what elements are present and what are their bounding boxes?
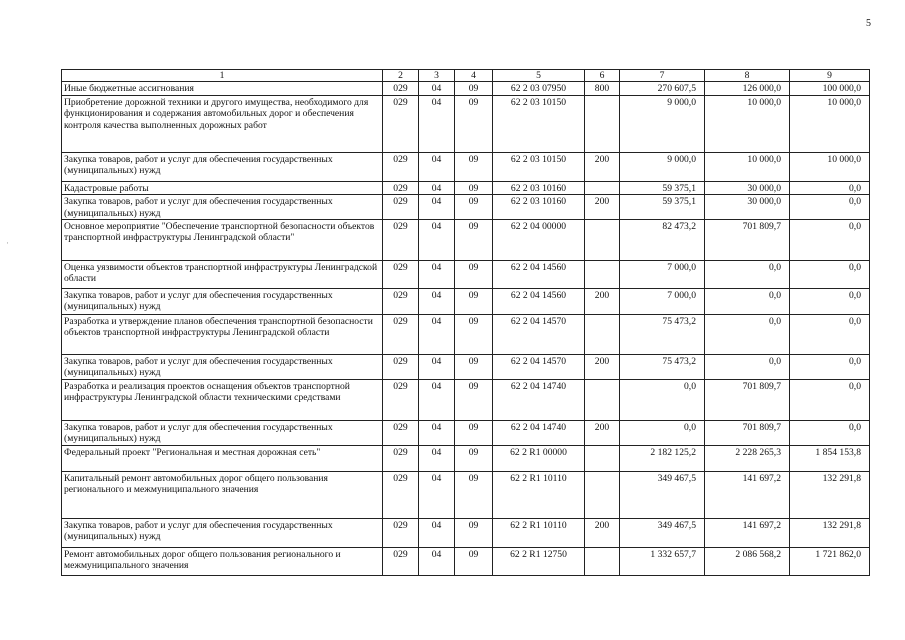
amount-col7: 75 473,2	[620, 315, 705, 355]
code-ministry: 029	[383, 220, 419, 261]
amount-col8: 10 000,0	[705, 95, 790, 152]
code-target: 62 2 03 10150	[493, 95, 585, 152]
header-cell: 2	[383, 70, 419, 82]
amount-col9: 0,0	[790, 220, 870, 261]
header-cell: 4	[455, 70, 493, 82]
code-expense	[585, 445, 620, 471]
code-section: 04	[419, 195, 455, 220]
code-expense	[585, 220, 620, 261]
code-expense: 200	[585, 152, 620, 181]
code-ministry: 029	[383, 547, 419, 575]
code-section: 04	[419, 379, 455, 420]
code-ministry: 029	[383, 82, 419, 95]
code-ministry: 029	[383, 518, 419, 547]
amount-col8: 2 086 568,2	[705, 547, 790, 575]
code-target: 62 2 R1 12750	[493, 547, 585, 575]
amount-col7: 59 375,1	[620, 195, 705, 220]
table-row	[62, 355, 870, 380]
header-cell: 5	[493, 70, 585, 82]
amount-col8: 0,0	[705, 289, 790, 315]
margin-mark: ·	[6, 238, 9, 248]
amount-col8: 701 809,7	[705, 220, 790, 261]
code-expense	[585, 261, 620, 289]
code-section: 04	[419, 518, 455, 547]
code-subsection: 09	[455, 315, 493, 355]
row-name: Закупка товаров, работ и услуг для обеспечения государственных (муниципальных) нужд	[62, 289, 383, 315]
table-row	[62, 181, 870, 194]
header-cell: 3	[419, 70, 455, 82]
table-row	[62, 379, 870, 420]
row-name: Закупка товаров, работ и услуг для обеспечения государственных (муниципальных) нужд	[62, 195, 383, 220]
amount-col7: 349 467,5	[620, 471, 705, 518]
code-section: 04	[419, 82, 455, 95]
row-name: Закупка товаров, работ и услуг для обеспечения государственных (муниципальных) нужд	[62, 420, 383, 445]
amount-col8: 0,0	[705, 315, 790, 355]
code-section: 04	[419, 445, 455, 471]
code-section: 04	[419, 220, 455, 261]
code-subsection: 09	[455, 547, 493, 575]
amount-col7: 9 000,0	[620, 152, 705, 181]
code-section: 04	[419, 547, 455, 575]
row-name: Закупка товаров, работ и услуг для обеспечения государственных (муниципальных) нужд	[62, 518, 383, 547]
code-expense	[585, 471, 620, 518]
amount-col9: 0,0	[790, 315, 870, 355]
amount-col8: 141 697,2	[705, 471, 790, 518]
header-cell: 1	[62, 70, 383, 82]
code-ministry: 029	[383, 315, 419, 355]
amount-col8: 0,0	[705, 355, 790, 380]
table-row	[62, 445, 870, 471]
amount-col9: 132 291,8	[790, 471, 870, 518]
amount-col9: 1 721 862,0	[790, 547, 870, 575]
amount-col8: 10 000,0	[705, 152, 790, 181]
code-subsection: 09	[455, 518, 493, 547]
amount-col7: 349 467,5	[620, 518, 705, 547]
code-subsection: 09	[455, 261, 493, 289]
amount-col7: 82 473,2	[620, 220, 705, 261]
code-section: 04	[419, 471, 455, 518]
amount-col9: 0,0	[790, 195, 870, 220]
amount-col8: 701 809,7	[705, 379, 790, 420]
table-row	[62, 289, 870, 315]
amount-col7: 270 607,5	[620, 82, 705, 95]
code-subsection: 09	[455, 289, 493, 315]
code-expense: 200	[585, 420, 620, 445]
code-section: 04	[419, 289, 455, 315]
amount-col9: 10 000,0	[790, 152, 870, 181]
code-expense	[585, 95, 620, 152]
code-ministry: 029	[383, 289, 419, 315]
code-target: 62 2 03 10150	[493, 152, 585, 181]
amount-col9: 100 000,0	[790, 82, 870, 95]
code-target: 62 2 04 14570	[493, 355, 585, 380]
amount-col7: 7 000,0	[620, 261, 705, 289]
table-row	[62, 95, 870, 152]
amount-col9: 0,0	[790, 379, 870, 420]
code-target: 62 2 04 14740	[493, 379, 585, 420]
budget-table	[61, 69, 870, 576]
header-cell: 9	[790, 70, 870, 82]
table-row	[62, 518, 870, 547]
amount-col9: 0,0	[790, 355, 870, 380]
header-cell: 8	[705, 70, 790, 82]
header-cell: 6	[585, 70, 620, 82]
row-name: Приобретение дорожной техники и другого имущества, необходимого для функционирования и содержания автомобильных дорог и обеспечения контроля качества выполненных дорожных работ	[62, 95, 383, 152]
code-target: 62 2 03 10160	[493, 181, 585, 194]
table-row	[62, 471, 870, 518]
amount-col7: 0,0	[620, 420, 705, 445]
code-section: 04	[419, 152, 455, 181]
row-name: Кадастровые работы	[62, 181, 383, 194]
amount-col9: 0,0	[790, 289, 870, 315]
code-target: 62 2 04 14560	[493, 261, 585, 289]
code-expense: 800	[585, 82, 620, 95]
amount-col7: 7 000,0	[620, 289, 705, 315]
amount-col8: 30 000,0	[705, 181, 790, 194]
row-name: Ремонт автомобильных дорог общего пользования регионального и межмуниципального значения	[62, 547, 383, 575]
code-ministry: 029	[383, 95, 419, 152]
row-name: Разработка и реализация проектов оснащения объектов транспортной инфраструктуры Ленинградской области техническими средствами	[62, 379, 383, 420]
amount-col8: 30 000,0	[705, 195, 790, 220]
code-section: 04	[419, 355, 455, 380]
code-target: 62 2 04 14560	[493, 289, 585, 315]
code-expense	[585, 181, 620, 194]
table-row	[62, 261, 870, 289]
code-section: 04	[419, 315, 455, 355]
code-expense: 200	[585, 518, 620, 547]
amount-col7: 1 332 657,7	[620, 547, 705, 575]
code-ministry: 029	[383, 471, 419, 518]
row-name: Иные бюджетные ассигнования	[62, 82, 383, 95]
amount-col7: 75 473,2	[620, 355, 705, 380]
code-target: 62 2 03 10160	[493, 195, 585, 220]
code-target: 62 2 R1 00000	[493, 445, 585, 471]
code-section: 04	[419, 95, 455, 152]
row-name: Закупка товаров, работ и услуг для обеспечения государственных (муниципальных) нужд	[62, 355, 383, 380]
amount-col9: 0,0	[790, 420, 870, 445]
code-target: 62 2 R1 10110	[493, 518, 585, 547]
code-target: 62 2 04 14570	[493, 315, 585, 355]
table-row	[62, 420, 870, 445]
code-subsection: 09	[455, 471, 493, 518]
row-name: Капитальный ремонт автомобильных дорог общего пользования регионального и межмуниципального значения	[62, 471, 383, 518]
table-row	[62, 220, 870, 261]
amount-col8: 0,0	[705, 261, 790, 289]
code-subsection: 09	[455, 95, 493, 152]
code-subsection: 09	[455, 220, 493, 261]
code-subsection: 09	[455, 379, 493, 420]
amount-col7: 2 182 125,2	[620, 445, 705, 471]
code-target: 62 2 04 14740	[493, 420, 585, 445]
amount-col7: 0,0	[620, 379, 705, 420]
code-ministry: 029	[383, 195, 419, 220]
amount-col9: 1 854 153,8	[790, 445, 870, 471]
row-name: Закупка товаров, работ и услуг для обеспечения государственных (муниципальных) нужд	[62, 152, 383, 181]
code-ministry: 029	[383, 420, 419, 445]
amount-col8: 126 000,0	[705, 82, 790, 95]
amount-col7: 9 000,0	[620, 95, 705, 152]
row-name: Основное мероприятие "Обеспечение транспортной безопасности объектов транспортной инфраструктуры Ленинградской области"	[62, 220, 383, 261]
code-subsection: 09	[455, 445, 493, 471]
header-row	[62, 70, 870, 82]
code-expense	[585, 315, 620, 355]
code-subsection: 09	[455, 181, 493, 194]
row-name: Разработка и утверждение планов обеспечения транспортной безопасности объектов транспортной инфраструктуры Ленинградской области	[62, 315, 383, 355]
code-expense: 200	[585, 195, 620, 220]
amount-col9: 10 000,0	[790, 95, 870, 152]
code-subsection: 09	[455, 152, 493, 181]
amount-col8: 141 697,2	[705, 518, 790, 547]
amount-col9: 0,0	[790, 261, 870, 289]
row-name: Федеральный проект "Региональная и местная дорожная сеть"	[62, 445, 383, 471]
code-subsection: 09	[455, 355, 493, 380]
amount-col9: 0,0	[790, 181, 870, 194]
code-target: 62 2 04 00000	[493, 220, 585, 261]
code-subsection: 09	[455, 420, 493, 445]
code-target: 62 2 R1 10110	[493, 471, 585, 518]
code-ministry: 029	[383, 261, 419, 289]
code-expense: 200	[585, 355, 620, 380]
amount-col8: 2 228 265,3	[705, 445, 790, 471]
row-name: Оценка уязвимости объектов транспортной инфраструктуры Ленинградской области	[62, 261, 383, 289]
amount-col7: 59 375,1	[620, 181, 705, 194]
code-ministry: 029	[383, 152, 419, 181]
table-row	[62, 195, 870, 220]
amount-col9: 132 291,8	[790, 518, 870, 547]
table-row	[62, 82, 870, 95]
code-ministry: 029	[383, 445, 419, 471]
code-target: 62 2 03 07950	[493, 82, 585, 95]
amount-col8: 701 809,7	[705, 420, 790, 445]
code-expense: 200	[585, 289, 620, 315]
table-row	[62, 152, 870, 181]
code-ministry: 029	[383, 379, 419, 420]
code-expense	[585, 379, 620, 420]
header-cell: 7	[620, 70, 705, 82]
code-subsection: 09	[455, 82, 493, 95]
code-ministry: 029	[383, 355, 419, 380]
code-section: 04	[419, 181, 455, 194]
code-section: 04	[419, 261, 455, 289]
code-section: 04	[419, 420, 455, 445]
table-row	[62, 315, 870, 355]
code-expense	[585, 547, 620, 575]
code-ministry: 029	[383, 181, 419, 194]
page-number: 5	[866, 18, 871, 29]
table-row	[62, 547, 870, 575]
code-subsection: 09	[455, 195, 493, 220]
